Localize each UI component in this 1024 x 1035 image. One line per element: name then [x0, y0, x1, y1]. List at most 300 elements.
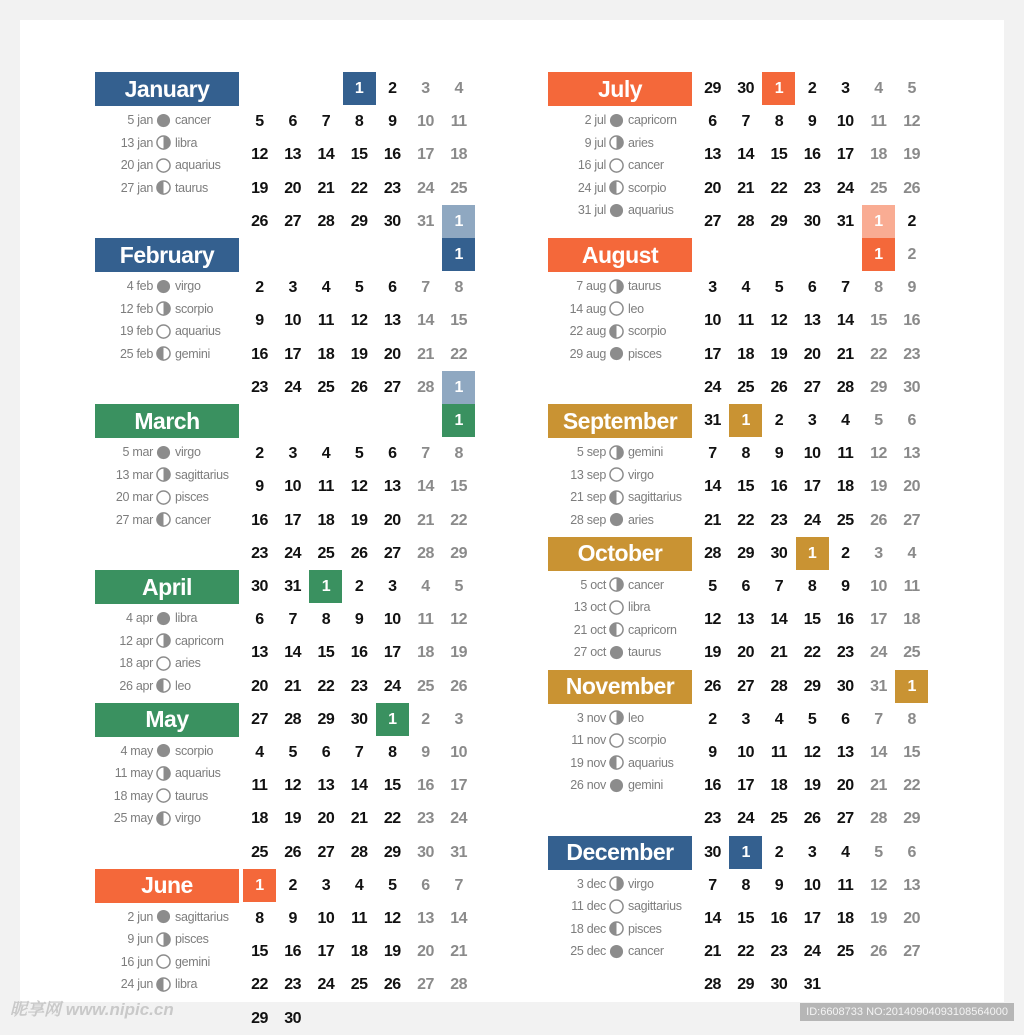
day-cell: 27 — [417, 976, 434, 994]
moon-phase-date: 20 mar — [115, 490, 153, 504]
day-cell: 19 — [350, 511, 368, 529]
moon-phase-entry — [548, 177, 666, 199]
day-cell: 21 — [417, 345, 434, 363]
day-cell: 9 — [774, 445, 784, 463]
day-cell: 13 — [383, 478, 401, 496]
month-start-day: 1 — [729, 836, 762, 869]
day-cell: 7 — [874, 710, 883, 728]
day-cell: 19 — [383, 943, 401, 961]
moon-phase-entry — [548, 918, 662, 940]
day-cell: 20 — [803, 345, 821, 363]
next-month-start-day: 1 — [442, 205, 475, 238]
moon-phase-date: 26 nov — [570, 778, 606, 793]
full-moon-icon — [609, 301, 624, 316]
day-cell: 15 — [317, 644, 335, 662]
day-cell: 13 — [836, 744, 854, 761]
day-cell: 13 — [903, 445, 921, 463]
new-moon-icon — [609, 346, 624, 361]
day-cell: 7 — [708, 445, 717, 463]
full-moon-icon — [156, 324, 171, 339]
month-start-day: 1 — [442, 404, 475, 437]
day-cell: 14 — [284, 644, 302, 662]
day-cell: 14 — [770, 611, 788, 629]
moon-phase-date: 14 aug — [569, 301, 606, 316]
day-cell: 9 — [807, 113, 817, 131]
moon-phase-date: 9 jun — [127, 932, 153, 947]
day-cell: 11 — [351, 910, 368, 927]
day-cell: 30 — [770, 976, 788, 994]
day-cell: 5 — [874, 412, 883, 429]
day-cell: 21 — [704, 511, 721, 529]
day-cell: 11 — [837, 445, 854, 463]
new-moon-icon — [609, 512, 624, 527]
new-moon-icon — [609, 944, 624, 959]
month-title-july: July — [548, 72, 692, 106]
new-moon-icon — [156, 743, 171, 758]
day-cell: 24 — [737, 810, 755, 828]
day-cell: 29 — [737, 976, 755, 994]
day-cell: 11 — [317, 312, 334, 330]
moon-phase-date: 2 jun — [127, 909, 153, 924]
day-cell: 19 — [284, 810, 302, 828]
day-cell: 21 — [450, 943, 468, 961]
day-cell: 5 — [388, 876, 397, 894]
day-cell: 16 — [284, 943, 302, 961]
moon-phase-entry — [548, 574, 664, 596]
day-cell: 15 — [870, 312, 887, 330]
full-moon-icon — [609, 899, 624, 914]
day-cell: 19 — [350, 345, 368, 363]
prev-month-day: 29 — [704, 80, 721, 97]
day-cell: 20 — [284, 179, 302, 197]
moon-phase-entry — [95, 132, 197, 154]
moon-phase-date: 25 may — [113, 811, 153, 826]
moon-phase-date: 7 aug — [576, 279, 606, 293]
day-cell: 13 — [803, 312, 821, 330]
day-cell: 26 — [903, 179, 921, 197]
day-cell: 29 — [450, 544, 468, 562]
day-cell: 24 — [870, 644, 887, 662]
day-cell: 14 — [350, 777, 368, 795]
zodiac-sign: libra — [175, 611, 198, 625]
day-cell: 17 — [803, 910, 821, 927]
moon-phase-entry — [95, 109, 211, 131]
day-cell: 23 — [251, 544, 268, 562]
day-cell: 24 — [803, 943, 821, 961]
month-start-day: 1 — [895, 670, 928, 703]
day-cell: 7 — [454, 876, 463, 894]
new-moon-icon — [156, 445, 171, 460]
zodiac-sign: gemini — [628, 445, 664, 459]
moon-phase-entry — [95, 630, 224, 652]
zodiac-sign: virgo — [175, 279, 201, 293]
zodiac-sign: aquarius — [628, 755, 674, 770]
moon-phase-entry — [95, 486, 209, 508]
day-cell: 13 — [251, 644, 268, 662]
full-moon-icon — [156, 954, 171, 969]
moon-phase-entry — [95, 762, 221, 784]
zodiac-sign: aquarius — [175, 324, 221, 338]
day-cell: 23 — [251, 378, 268, 396]
day-cell: 4 — [841, 412, 850, 429]
day-cell: 28 — [450, 976, 468, 994]
day-cell: 18 — [450, 146, 468, 164]
day-cell: 28 — [704, 544, 721, 562]
zodiac-sign: sagittarius — [628, 490, 682, 504]
day-cell: 24 — [417, 179, 434, 197]
zodiac-sign: aquarius — [628, 203, 674, 217]
day-cell: 20 — [383, 345, 401, 363]
day-cell: 12 — [903, 113, 921, 131]
moon-phase-entry — [548, 895, 682, 917]
day-cell: 28 — [284, 710, 302, 728]
day-cell: 13 — [704, 146, 721, 164]
day-cell: 31 — [417, 212, 434, 230]
day-cell: 14 — [317, 146, 335, 164]
day-cell: 23 — [770, 511, 788, 529]
day-cell: 26 — [383, 976, 401, 994]
zodiac-sign: pisces — [175, 932, 209, 947]
day-cell: 18 — [836, 910, 854, 927]
day-cell: 8 — [321, 611, 331, 629]
day-cell: 22 — [350, 179, 368, 197]
day-cell: 2 — [774, 843, 784, 861]
day-cell: 15 — [770, 146, 788, 164]
day-cell: 6 — [907, 843, 916, 861]
month-start-day: 1 — [376, 703, 409, 736]
day-cell: 24 — [284, 544, 302, 562]
day-cell: 7 — [774, 578, 784, 595]
day-cell: 20 — [383, 511, 401, 529]
moon-phase-entry — [548, 298, 644, 320]
zodiac-sign: gemini — [175, 346, 211, 361]
day-cell: 20 — [317, 810, 335, 828]
day-cell: 15 — [803, 611, 821, 629]
day-cell: 15 — [383, 777, 401, 795]
moon-phase-entry — [548, 940, 664, 962]
day-cell: 4 — [421, 578, 430, 595]
day-cell: 4 — [741, 279, 750, 297]
day-cell: 29 — [770, 212, 788, 230]
day-cell: 28 — [417, 378, 434, 396]
zodiac-sign: pisces — [628, 921, 662, 936]
day-cell: 3 — [288, 279, 297, 297]
day-cell: 16 — [770, 910, 788, 927]
day-cell: 21 — [417, 511, 434, 529]
moon-phase-date: 25 feb — [120, 346, 153, 361]
last-quarter-moon-icon — [609, 622, 624, 637]
moon-phase-entry — [95, 928, 209, 950]
moon-phase-date: 13 sep — [570, 467, 606, 482]
moon-phase-date: 5 jan — [127, 113, 153, 127]
day-cell: 27 — [284, 212, 302, 230]
next-month-start-day: 1 — [442, 371, 475, 404]
zodiac-sign: aries — [628, 512, 654, 527]
day-cell: 18 — [836, 478, 854, 496]
last-quarter-moon-icon — [156, 512, 171, 527]
day-cell: 29 — [350, 212, 368, 230]
day-cell: 16 — [770, 478, 788, 496]
day-cell: 27 — [737, 677, 755, 695]
day-cell: 13 — [284, 146, 302, 164]
day-cell: 8 — [354, 113, 364, 131]
day-cell: 21 — [737, 179, 755, 197]
day-cell: 15 — [251, 943, 268, 961]
moon-phase-entry — [95, 807, 201, 829]
day-cell: 21 — [284, 677, 302, 695]
day-cell: 4 — [354, 876, 364, 894]
moon-phase-entry — [548, 641, 661, 663]
zodiac-sign: pisces — [175, 490, 209, 504]
zodiac-sign: scorpio — [175, 301, 214, 316]
day-cell: 13 — [903, 876, 921, 894]
day-cell: 10 — [450, 744, 468, 761]
day-cell: 22 — [737, 511, 755, 529]
zodiac-sign: libra — [175, 135, 198, 150]
day-cell: 24 — [317, 976, 335, 994]
day-cell: 6 — [421, 876, 430, 894]
day-cell: 2 — [388, 80, 397, 97]
day-cell: 7 — [741, 113, 750, 131]
zodiac-sign: pisces — [628, 346, 662, 361]
moon-phase-date: 24 jun — [120, 977, 153, 992]
day-cell: 20 — [737, 644, 755, 662]
day-cell: 6 — [741, 578, 750, 595]
day-cell: 17 — [450, 777, 468, 795]
day-cell: 26 — [251, 212, 268, 230]
day-cell: 28 — [836, 378, 854, 396]
day-cell: 18 — [317, 345, 335, 363]
day-cell: 3 — [288, 445, 297, 463]
new-moon-icon — [609, 203, 624, 218]
month-title-april: April — [95, 570, 239, 604]
day-cell: 5 — [708, 578, 717, 595]
day-cell: 31 — [450, 843, 468, 861]
moon-phase-date: 2 jul — [584, 113, 606, 127]
day-cell: 31 — [284, 578, 302, 595]
moon-phase-entry — [548, 774, 663, 796]
day-cell: 13 — [383, 312, 401, 330]
day-cell: 23 — [803, 179, 821, 197]
day-cell: 19 — [251, 179, 268, 197]
day-cell: 7 — [288, 611, 297, 629]
day-cell: 7 — [354, 744, 364, 761]
day-cell: 4 — [774, 710, 784, 728]
zodiac-sign: capricorn — [628, 622, 677, 637]
month-title-august: August — [548, 238, 692, 272]
day-cell: 25 — [317, 544, 335, 562]
day-cell: 16 — [251, 345, 268, 363]
full-moon-icon — [156, 490, 171, 505]
day-cell: 4 — [841, 843, 850, 861]
day-cell: 2 — [354, 578, 364, 595]
zodiac-sign: scorpio — [628, 324, 667, 338]
first-quarter-moon-icon — [609, 876, 624, 891]
day-cell: 14 — [704, 910, 721, 927]
moon-phase-date: 22 aug — [569, 324, 606, 338]
day-cell: 16 — [704, 777, 721, 795]
moon-phase-date: 27 oct — [573, 645, 606, 660]
day-cell: 10 — [836, 113, 854, 131]
day-cell: 10 — [417, 113, 434, 131]
day-cell: 24 — [836, 179, 854, 197]
day-cell: 26 — [284, 843, 302, 861]
day-cell: 16 — [803, 146, 821, 164]
moon-phase-date: 11 dec — [571, 899, 606, 914]
day-cell: 6 — [255, 611, 264, 629]
moon-phase-entry — [548, 486, 682, 508]
moon-phase-entry — [95, 785, 208, 807]
day-cell: 22 — [803, 644, 821, 662]
day-cell: 9 — [421, 744, 430, 761]
day-cell: 22 — [870, 345, 887, 363]
day-cell: 10 — [737, 744, 755, 761]
day-cell: 29 — [251, 1009, 268, 1027]
moon-phase-date: 24 jul — [577, 180, 606, 195]
prev-month-day: 30 — [737, 80, 755, 97]
month-title-june: June — [95, 869, 239, 903]
day-cell: 19 — [870, 910, 887, 927]
day-cell: 27 — [383, 378, 401, 396]
day-cell: 15 — [450, 478, 468, 496]
day-cell: 25 — [417, 677, 434, 695]
day-cell: 23 — [417, 810, 434, 828]
day-cell: 26 — [870, 511, 887, 529]
day-cell: 12 — [803, 744, 821, 761]
day-cell: 23 — [350, 677, 368, 695]
day-cell: 7 — [321, 113, 331, 131]
day-cell: 30 — [770, 544, 788, 562]
day-cell: 3 — [421, 80, 430, 97]
zodiac-sign: cancer — [628, 577, 664, 592]
day-cell: 21 — [317, 179, 335, 197]
zodiac-sign: capricorn — [628, 113, 677, 127]
moon-phase-entry — [548, 275, 661, 297]
day-cell: 3 — [874, 544, 883, 562]
day-cell: 5 — [255, 113, 264, 131]
moon-phase-entry — [95, 951, 210, 973]
month-title-november: November — [548, 670, 692, 704]
day-cell: 15 — [450, 312, 468, 330]
moon-phase-entry — [95, 652, 201, 674]
day-cell: 28 — [770, 677, 788, 695]
moon-phase-date: 16 jul — [577, 158, 606, 172]
day-cell: 22 — [770, 179, 788, 197]
day-cell: 28 — [704, 976, 721, 994]
moon-phase-entry — [548, 509, 654, 531]
zodiac-sign: scorpio — [628, 733, 667, 748]
moon-phase-entry — [548, 619, 677, 641]
zodiac-sign: libra — [175, 977, 198, 992]
site-watermark: 昵享网 www.nipic.cn — [10, 1000, 174, 1019]
day-cell: 2 — [708, 710, 717, 728]
day-cell: 30 — [417, 843, 434, 861]
day-cell: 13 — [317, 777, 335, 795]
moon-phase-entry — [95, 320, 221, 342]
day-cell: 10 — [317, 910, 335, 927]
day-cell: 3 — [741, 710, 750, 728]
zodiac-sign: aquarius — [175, 766, 221, 781]
day-cell: 12 — [251, 146, 268, 164]
day-cell: 19 — [903, 146, 921, 164]
moon-phase-entry — [548, 729, 666, 751]
day-cell: 5 — [807, 710, 817, 728]
moon-phase-entry — [548, 707, 644, 729]
day-cell: 12 — [870, 445, 887, 463]
day-cell: 23 — [836, 644, 854, 662]
day-cell: 19 — [450, 644, 468, 662]
day-cell: 12 — [704, 611, 721, 629]
day-cell: 14 — [417, 312, 434, 330]
day-cell: 20 — [251, 677, 268, 695]
moon-phase-date: 5 sep — [576, 445, 606, 459]
zodiac-sign: cancer — [628, 158, 664, 172]
zodiac-sign: scorpio — [175, 743, 214, 758]
moon-phase-entry — [95, 154, 221, 176]
day-cell: 12 — [450, 611, 468, 629]
last-quarter-moon-icon — [156, 678, 171, 693]
day-cell: 9 — [388, 113, 397, 131]
last-quarter-moon-icon — [609, 755, 624, 770]
day-cell: 12 — [350, 312, 368, 330]
moon-phase-entry — [95, 973, 197, 995]
month-start-day: 1 — [309, 570, 342, 603]
day-cell: 8 — [774, 113, 784, 131]
image-id-watermark: ID:6608733 NO:20140904093108564000 — [800, 1003, 1014, 1021]
day-cell: 27 — [317, 843, 335, 861]
moon-phase-date: 28 sep — [570, 512, 606, 527]
zodiac-sign: virgo — [175, 811, 201, 826]
moon-phase-date: 3 nov — [576, 710, 606, 725]
zodiac-sign: cancer — [628, 944, 664, 959]
day-cell: 17 — [284, 511, 302, 529]
zodiac-sign: sagittarius — [628, 899, 682, 914]
moon-phase-date: 25 dec — [570, 944, 606, 959]
day-cell: 30 — [251, 578, 268, 595]
moon-phase-date: 18 apr — [119, 656, 153, 670]
day-cell: 30 — [803, 212, 821, 230]
month-start-day: 1 — [729, 404, 762, 437]
day-cell: 26 — [770, 378, 788, 396]
new-moon-icon — [156, 611, 171, 626]
zodiac-sign: leo — [628, 710, 644, 725]
day-cell: 7 — [841, 279, 850, 297]
day-cell: 22 — [317, 677, 335, 695]
day-cell: 2 — [255, 445, 264, 463]
day-cell: 4 — [454, 80, 463, 97]
month-title-may: May — [95, 703, 239, 737]
day-cell: 8 — [874, 279, 883, 297]
last-quarter-moon-icon — [609, 180, 624, 195]
day-cell: 22 — [383, 810, 401, 828]
moon-phase-date: 13 oct — [573, 600, 606, 615]
day-cell: 29 — [383, 843, 401, 861]
moon-phase-entry — [548, 199, 674, 221]
day-cell: 22 — [903, 777, 921, 795]
zodiac-sign: aquarius — [175, 158, 221, 172]
day-cell: 16 — [417, 777, 434, 795]
new-moon-icon — [156, 113, 171, 128]
day-cell: 19 — [770, 345, 788, 363]
month-start-day: 1 — [796, 537, 829, 570]
moon-phase-date: 21 oct — [573, 622, 606, 637]
day-cell: 29 — [870, 378, 887, 396]
day-cell: 9 — [255, 478, 264, 496]
moon-phase-entry — [95, 906, 229, 928]
day-cell: 10 — [704, 312, 721, 330]
zodiac-sign: taurus — [175, 788, 208, 803]
last-quarter-moon-icon — [156, 977, 171, 992]
